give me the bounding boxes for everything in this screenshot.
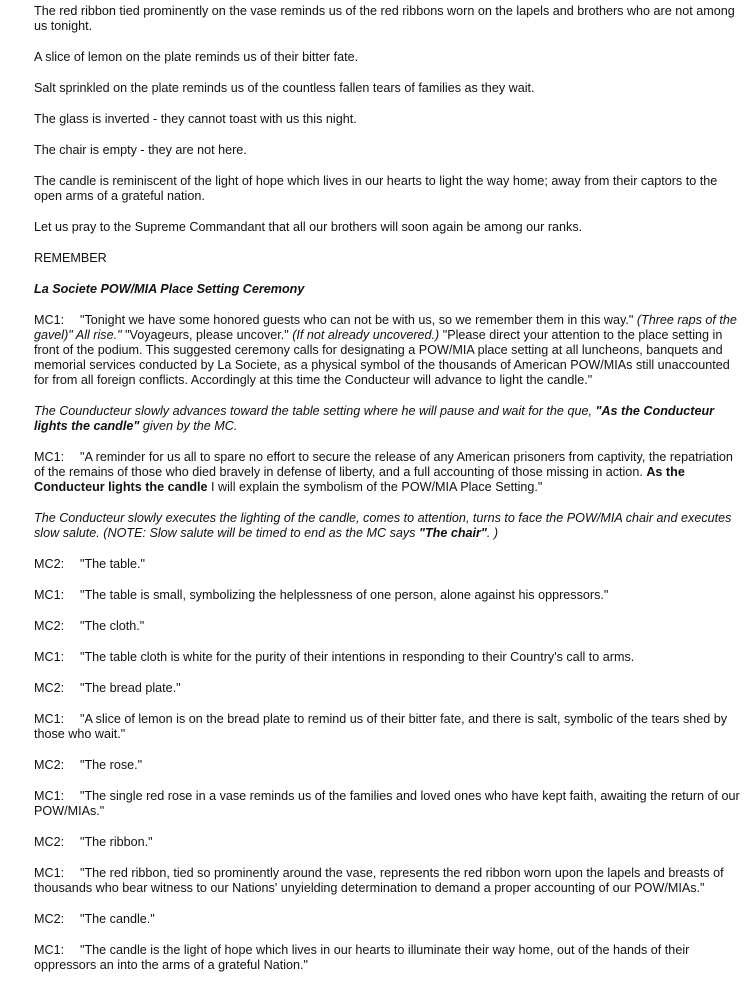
mc1-opening-paragraph (34, 313, 740, 388)
dialogue-text: "The rose." (80, 758, 143, 772)
dialogue-line (34, 588, 740, 603)
dialogue-text: "The red ribbon, tied so prominently around the vase, represents the red ribbon worn upon the lapels and breasts of thousands who bear witness to our Nations' unyielding determination to demand a proper accounting of our POW/MIAs." (34, 866, 724, 895)
dialogue-text: "The cloth." (80, 619, 145, 633)
speaker-label: MC2: (34, 835, 65, 849)
dialogue-line (34, 650, 740, 665)
stage-direction (34, 511, 740, 541)
speaker-label: MC1: (34, 943, 65, 957)
stage-direction-text: The Conducteur slowly executes the lighting of the candle, comes to attention, turns to face the POW/MIA chair and executes slow salute. (NOTE: Slow salute will be timed to end as the MC says (34, 511, 732, 540)
ceremony-title: La Societe POW/MIA Place Setting Ceremony (34, 282, 305, 296)
reminder-quote: "A reminder for us all to spare no effort to secure the release of any American prisoners from captivity, the repatriation of the remains of those who died bravely in defense of liberty, and a full accounting of those missing in action. (34, 450, 733, 479)
stage-direction-text: . ) (486, 526, 499, 540)
reminder-quote-end: I will explain the symbolism of the POW/MIA Place Setting." (211, 480, 543, 494)
dialogue-line (34, 712, 740, 742)
dialogue-text: "The table cloth is white for the purity of their intentions in responding to their Country's call to arms. (80, 650, 635, 664)
speaker-label: MC2: (34, 557, 65, 571)
dialogue-line (34, 912, 740, 927)
intro-paragraph: The glass is inverted - they cannot toast with us this night. (34, 112, 357, 126)
dialogue-line (34, 619, 740, 634)
dialogue-line (34, 789, 740, 819)
intro-paragraph: Salt sprinkled on the plate reminds us of the countless fallen tears of families as they wait. (34, 81, 535, 95)
cue-phrase: "As the Conducteur lights the candle" (34, 404, 715, 433)
stage-direction (34, 404, 740, 434)
stage-direction-text: given by the MC. (142, 419, 238, 433)
dialogue-text: "The ribbon." (80, 835, 153, 849)
dialogue-line (34, 866, 740, 896)
opening-quote: "Tonight we have some honored guests who can not be with us, so we remember them in this way." (80, 313, 634, 327)
speaker-label: MC2: (34, 681, 65, 695)
stage-direction-text: The Counducteur slowly advances toward the table setting where he will pause and wait for the que, (34, 404, 592, 418)
speaker-label: MC2: (34, 619, 65, 633)
speaker-label: MC2: (34, 912, 65, 926)
place-setting-quote: "Please direct your attention to the place setting in front of the podium. This suggested ceremony calls for designating a POW/MIA place setting at all luncheons, banquets and memorial services conducted by La Societe, as a physical symbol of the thousands of American POW/MIAs still unaccounted for from all foreign conflicts. Accordingly at this time the Conducteur will advance to light the candle." (34, 328, 730, 387)
dialogue-text: "The candle." (80, 912, 155, 926)
speaker-label: MC1: (34, 588, 65, 602)
dialogue-text: "The candle is the light of hope which lives in our hearts to illuminate their way home, out of the hands of their oppressors an into the arms of a grateful Nation." (34, 943, 690, 972)
dialogue-text: "The table." (80, 557, 145, 571)
document-page (34, 4, 740, 989)
cue-phrase: "The chair" (418, 526, 487, 540)
dialogue-line (34, 943, 740, 973)
intro-paragraph: A slice of lemon on the plate reminds us of their bitter fate. (34, 50, 359, 64)
dialogue-text: "The table is small, symbolizing the helplessness of one person, alone against his oppressors." (80, 588, 609, 602)
speaker-label: MC1: (34, 450, 65, 464)
dialogue-line (34, 681, 740, 696)
uncover-direction: (If not already uncovered.) (292, 328, 440, 342)
dialogue-text: "The bread plate." (80, 681, 181, 695)
speaker-label: MC1: (34, 650, 65, 664)
dialogue-text: "A slice of lemon is on the bread plate to remind us of their bitter fate, and there is salt, symbolic of the tears shed by those who wait." (34, 712, 728, 741)
dialogue-text: "The single red rose in a vase reminds us of the families and loved ones who have kept faith, awaiting the return of our POW/MIAs." (34, 789, 740, 818)
intro-paragraph: The red ribbon tied prominently on the vase reminds us of the red ribbons worn on the lapels and brothers who are not among us tonight. (34, 4, 735, 33)
remember-heading: REMEMBER (34, 251, 107, 265)
intro-paragraph: The chair is empty - they are not here. (34, 143, 247, 157)
speaker-label: MC1: (34, 866, 65, 880)
uncover-quote: "Voyageurs, please uncover." (125, 328, 289, 342)
dialogue-line (34, 758, 740, 773)
intro-paragraph: Let us pray to the Supreme Commandant that all our brothers will soon again be among our ranks. (34, 220, 583, 234)
speaker-label: MC1: (34, 313, 65, 327)
speaker-label: MC1: (34, 712, 65, 726)
dialogue-line (34, 557, 740, 572)
cue-phrase: As the Conducteur lights the candle (34, 465, 685, 494)
intro-paragraph: The candle is reminiscent of the light of hope which lives in our hearts to light the way home; away from their captors to the open arms of a grateful nation. (34, 174, 718, 203)
gavel-direction: (Three raps of the gavel)" All rise." (34, 313, 737, 342)
dialogue-line (34, 835, 740, 850)
speaker-label: MC1: (34, 789, 65, 803)
speaker-label: MC2: (34, 758, 65, 772)
mc1-reminder-paragraph (34, 450, 740, 495)
